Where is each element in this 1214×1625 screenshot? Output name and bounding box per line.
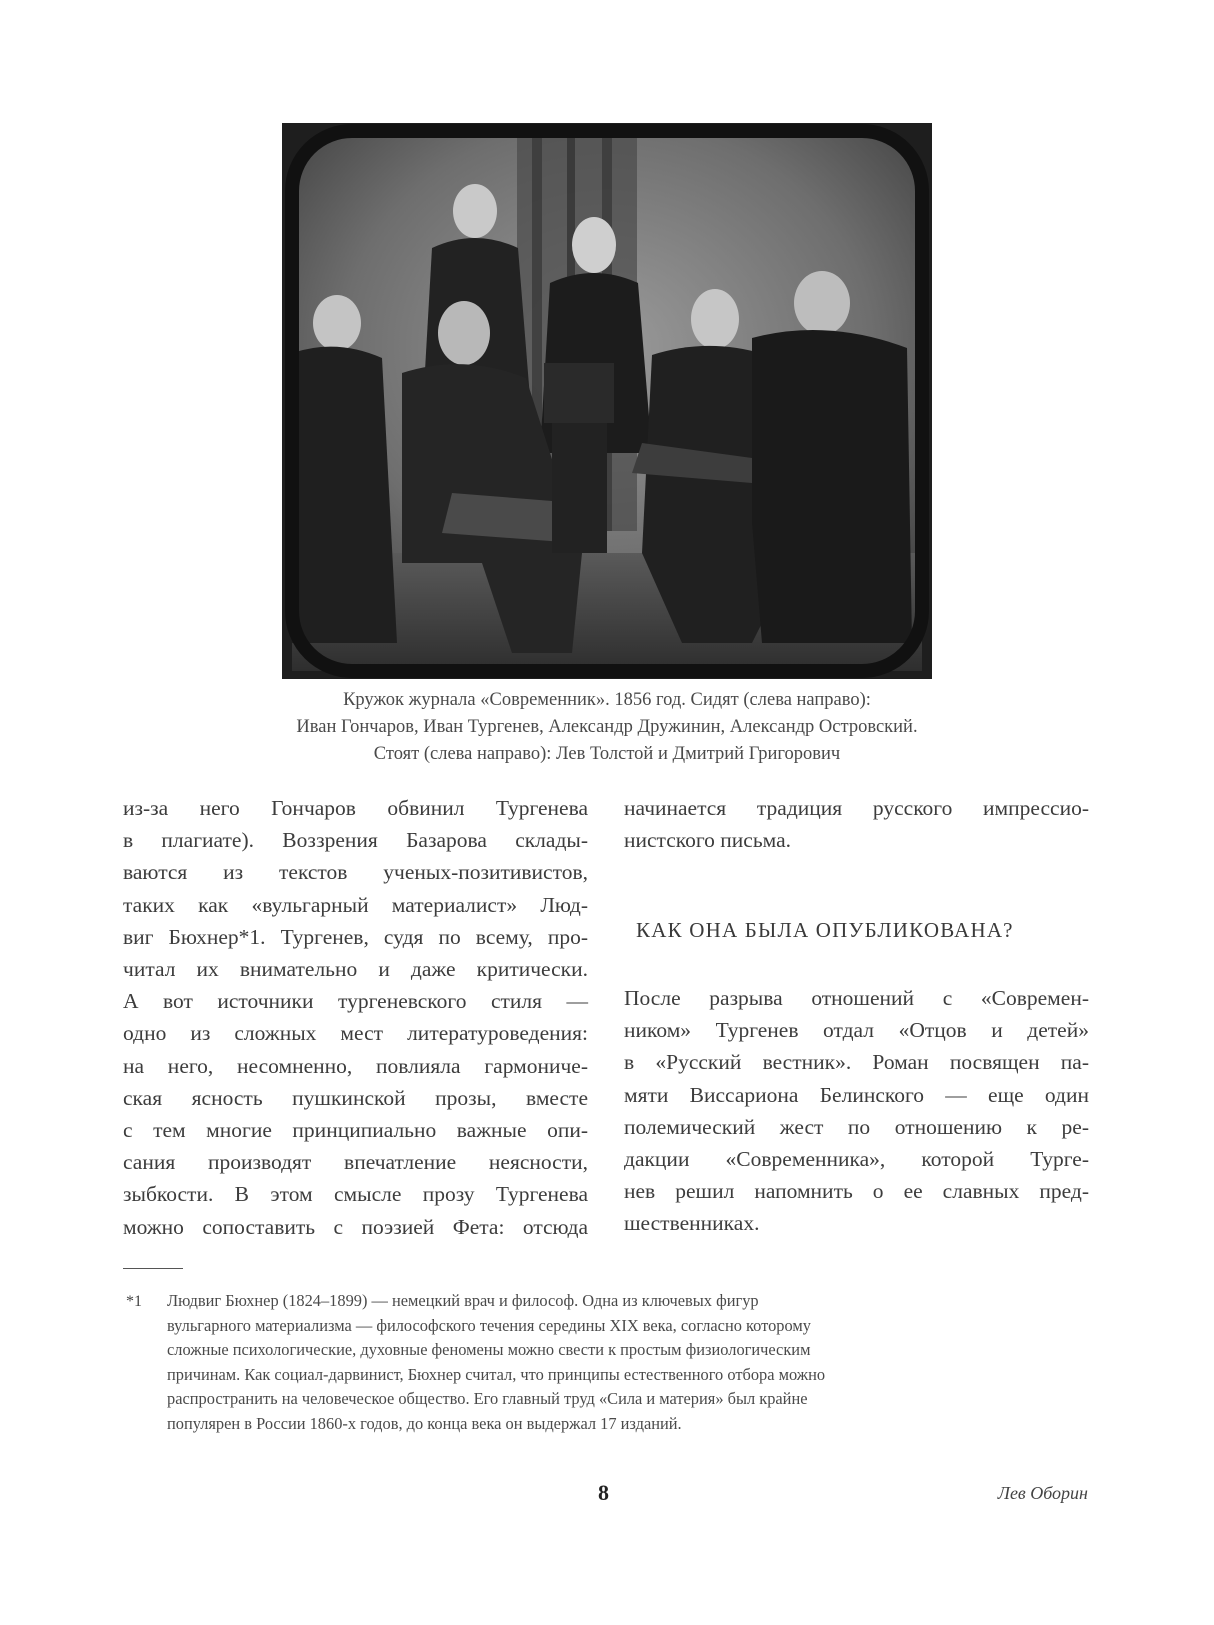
text-line: зыбкости. В этом смысле прозу Тургенева: [123, 1182, 588, 1207]
text-line: дакции «Современника», которой Турге-: [624, 1147, 1089, 1172]
text-line: в «Русский вестник». Роман посвящен па-: [624, 1050, 1089, 1075]
text-line: в плагиате). Воззрения Базарова склады-: [123, 828, 588, 853]
text-line: полемический жест по отношению к ре-: [624, 1114, 1089, 1139]
footnote-line: сложные психологические, духовные феномены можно свести к простым физиологическим: [167, 1340, 811, 1359]
caption-line: Стоят (слева направо): Лев Толстой и Дмитрий Григорович: [373, 744, 841, 764]
footnote: [167, 1289, 1047, 1436]
page-number: 8: [598, 1480, 609, 1505]
text-line: мяти Виссариона Белинского — еще один: [624, 1082, 1089, 1107]
photo-caption: [170, 687, 1044, 768]
footnote-line: распространить на человеческое общество. Его главный труд «Сила и материя» был крайне: [167, 1389, 808, 1408]
text-line: читал их внимательно и даже критически.: [123, 957, 588, 982]
text-line: сания производят впечатление неясности,: [123, 1150, 588, 1175]
text-line: ваются из текстов ученых-позитивистов,: [123, 860, 588, 885]
left-column-text: [123, 792, 588, 1243]
text-line: ником» Тургенев отдал «Отцов и детей»: [624, 1018, 1089, 1043]
text-line: ская ясность пушкинской прозы, вместе: [123, 1085, 588, 1110]
group-portrait-photo: [282, 123, 932, 679]
text-line: нистского письма.: [624, 828, 792, 853]
text-line: нев решил напомнить о ее славных пред-: [624, 1179, 1089, 1204]
caption-line: Иван Гончаров, Иван Тургенев, Александр Дружинин, Александр Островский.: [296, 717, 918, 737]
footnote-divider: [123, 1268, 183, 1269]
footnote-line: популярен в России 1860-х годов, до конца века он выдержал 17 изданий.: [167, 1413, 682, 1433]
footnote-line: причинам. Как социал-дарвинист, Бюхнер считал, что принципы естественного отбора можно: [167, 1364, 826, 1384]
right-column-continuation: [624, 792, 1089, 856]
text-line: А вот источники тургеневского стиля —: [123, 989, 588, 1014]
footnote-line: вульгарного материализма — философского течения середины XIX века, согласно которому: [167, 1315, 811, 1335]
text-line: с тем многие принципиально важные опи-: [123, 1118, 588, 1143]
caption-line: Кружок журнала «Современник». 1856 год. Сидят (слева направо):: [343, 690, 871, 710]
text-line: можно сопоставить с поэзией Фета: отсюда: [123, 1214, 588, 1239]
text-line: из-за него Гончаров обвинил Тургенева: [123, 796, 588, 820]
section-heading: КАК ОНА БЫЛА ОПУБЛИКОВАНА?: [636, 918, 1014, 942]
photo-image: [282, 123, 932, 679]
running-footer-author: Лев Оборин: [997, 1483, 1088, 1503]
text-line: виг Бюхнер*1. Тургенев, судя по всему, про-: [123, 924, 588, 949]
right-column-text: [624, 982, 1089, 1240]
text-line: шественниках.: [624, 1211, 760, 1236]
text-line: на него, несомненно, повлияла гармониче-: [123, 1053, 588, 1078]
text-line: начинается традиция русского импрессио-: [624, 796, 1089, 820]
text-line: таких как «вульгарный материалист» Люд-: [123, 892, 588, 917]
text-line: одно из сложных мест литературоведения:: [123, 1021, 588, 1046]
footnote-line: Людвиг Бюхнер (1824–1899) — немецкий врач и философ. Одна из ключевых фигур: [167, 1291, 759, 1310]
text-line: После разрыва отношений с «Современ-: [624, 986, 1089, 1010]
footnote-marker: *1: [126, 1293, 142, 1310]
